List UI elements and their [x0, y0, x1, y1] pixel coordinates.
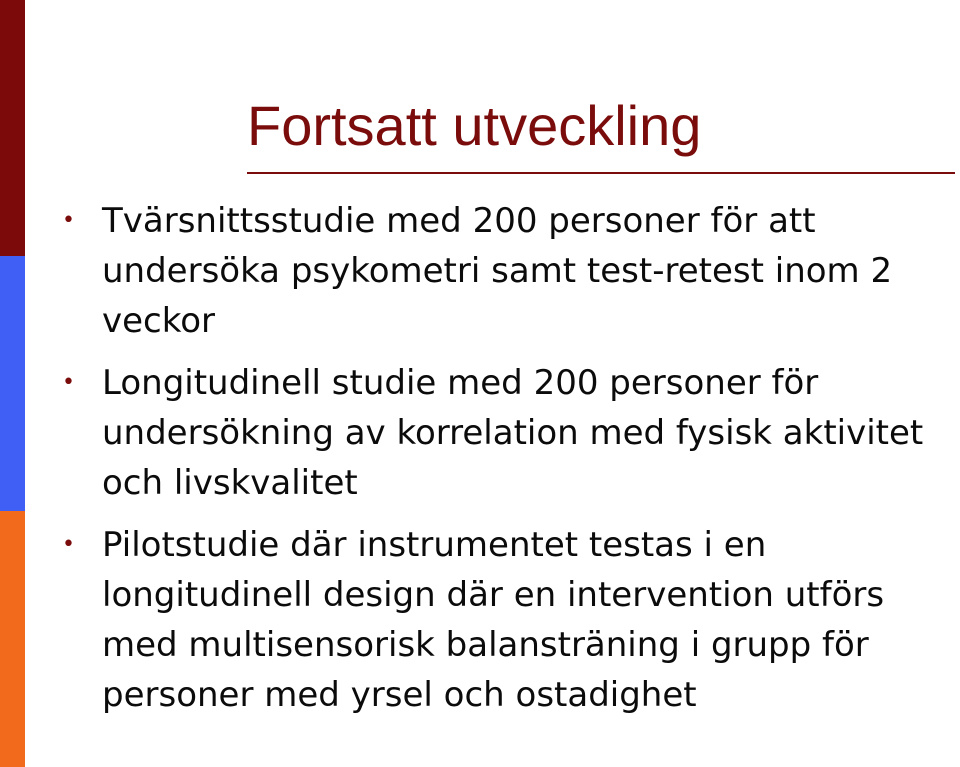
- title-divider: [247, 172, 955, 174]
- bullet-list: [62, 196, 942, 732]
- bullet-item-longitudinal: [62, 358, 942, 508]
- bullet-text: Longitudinell studie med 200 personer för undersökning av korrelation med fysisk aktivitet och livskvalitet: [102, 363, 924, 503]
- side-bar-top: [0, 0, 25, 256]
- side-bar-middle: [0, 256, 25, 511]
- bullet-item-cross-sectional: [62, 196, 942, 346]
- bullet-text: Tvärsnittsstudie med 200 personer för att undersöka psykometri samt test-retest inom 2 veckor: [102, 201, 893, 341]
- bullet-point-icon: •: [62, 370, 75, 395]
- slide-title: Fortsatt utveckling: [247, 94, 702, 157]
- bullet-point-icon: •: [62, 532, 75, 557]
- bullet-text: Pilotstudie där instrumentet testas i en longitudinell design där en intervention utförs med multisensorisk balansträning i grupp för personer med yrsel och ostadighet: [102, 525, 885, 715]
- bullet-item-pilot: [62, 520, 942, 720]
- bullet-point-icon: •: [62, 208, 75, 233]
- side-bar-bottom: [0, 511, 25, 767]
